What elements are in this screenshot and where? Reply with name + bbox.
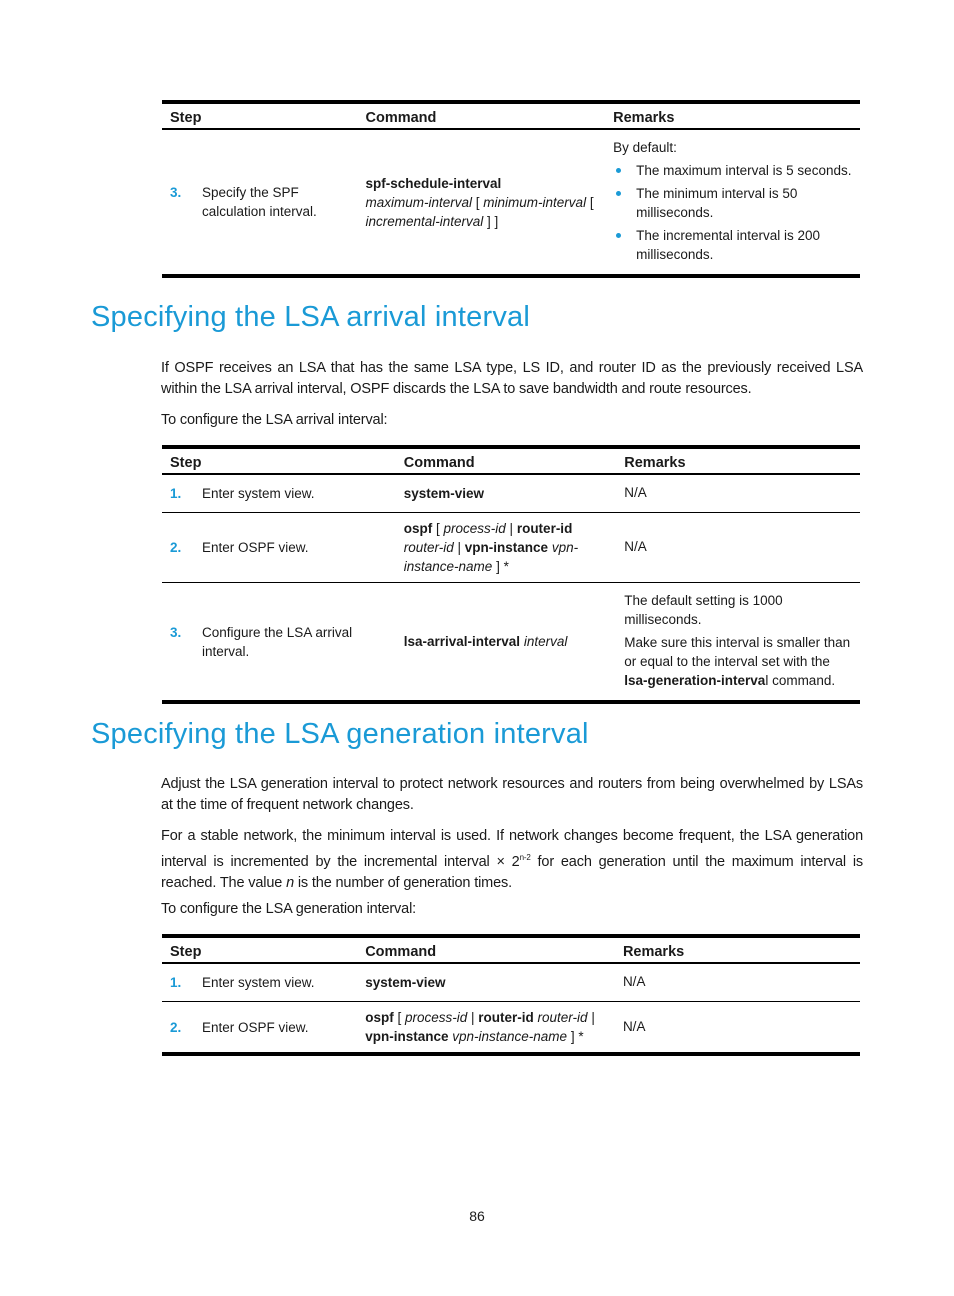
argument: vpn-instance-name xyxy=(403,540,579,574)
column-header: Command xyxy=(396,447,617,474)
step-number: 1. xyxy=(170,486,182,501)
text: N/A xyxy=(622,974,646,989)
column-header: Remarks xyxy=(605,102,860,129)
text: [ xyxy=(472,194,484,210)
remarks-cell xyxy=(615,1002,860,1055)
column-header: Remarks xyxy=(616,447,860,474)
command-cell xyxy=(396,474,617,513)
command-line xyxy=(404,484,609,503)
text: l command. xyxy=(765,673,836,688)
command-cell xyxy=(396,513,617,583)
text: For a stable network, the minimum interval is used. If network changes become frequent, the LSA generation interval is incremented by the incremental interval × 2 xyxy=(161,828,863,870)
argument: incremental-interval xyxy=(365,213,484,229)
text: [ xyxy=(432,521,444,536)
text: [ xyxy=(393,1010,405,1025)
argument: maximum-interval xyxy=(365,194,473,210)
step-number: 2. xyxy=(170,540,182,555)
lsa-generation-intro: To configure the LSA generation interval: xyxy=(161,901,417,917)
column-header: Remarks xyxy=(615,936,860,963)
table-header-row xyxy=(162,102,860,129)
table-header-row xyxy=(162,936,860,963)
remark-bullet xyxy=(613,184,852,222)
step-cell xyxy=(162,129,358,276)
remarks-cell xyxy=(615,963,860,1002)
text: The minimum interval is 50 milliseconds. xyxy=(636,186,798,220)
step-description: Enter system view. xyxy=(202,975,315,990)
step-description: Enter OSPF view. xyxy=(202,540,309,555)
table-row xyxy=(162,1002,860,1055)
command-cell xyxy=(396,583,617,703)
lsa-generation-details xyxy=(161,826,863,894)
section-heading-lsa-arrival: Specifying the LSA arrival interval xyxy=(91,301,530,333)
step-cell xyxy=(162,474,396,513)
keyword: spf-schedule-interval xyxy=(365,175,502,191)
lsa-arrival-description: If OSPF receives an LSA that has the same LSA type, LS ID, and router ID as the previously received LSA within the LSA arrival interval, OSPF discards the LSA to save bandwidth and route resources. xyxy=(161,360,863,397)
lsa-generation-description: Adjust the LSA generation interval to protect network resources and routers from being overwhelmed by LSAs at the time of frequent network changes. xyxy=(161,776,863,813)
keyword: lsa-arrival-interval xyxy=(403,634,521,649)
keyword: system-view xyxy=(365,975,446,990)
column-header: Step xyxy=(162,936,357,963)
text: The default setting is 1000 milliseconds. xyxy=(624,593,783,627)
command-line xyxy=(366,193,598,231)
step-cell xyxy=(162,583,396,703)
text: | xyxy=(587,1010,595,1025)
remark-text xyxy=(624,537,852,556)
text: | xyxy=(505,521,517,536)
page-number: 86 xyxy=(469,1208,485,1224)
step-number: 3. xyxy=(170,624,182,640)
step-description: Enter OSPF view. xyxy=(202,1019,309,1035)
command-line xyxy=(404,519,609,576)
keyword: ospf xyxy=(365,1010,394,1025)
column-header: Step xyxy=(162,447,396,474)
remark-text xyxy=(624,633,852,690)
keyword: ospf xyxy=(403,521,433,536)
remark-text xyxy=(623,1017,852,1036)
command-line xyxy=(365,1008,607,1046)
table-row xyxy=(162,583,860,703)
argument: interval xyxy=(523,634,568,649)
argument: process-id xyxy=(404,1010,468,1025)
remark-text xyxy=(613,138,852,157)
step-description: Specify the SPF calculation interval. xyxy=(202,185,317,219)
lsa-arrival-intro: To configure the LSA arrival interval: xyxy=(161,412,388,428)
text: | xyxy=(453,540,465,555)
text: ] * xyxy=(567,1029,584,1044)
keyword: lsa-generation-interva xyxy=(624,673,766,688)
step-cell xyxy=(162,513,396,583)
exponent: n-2 xyxy=(519,853,531,862)
variable-n: n xyxy=(286,874,294,891)
remark-bullet xyxy=(613,161,852,180)
step-number: 3. xyxy=(170,185,182,200)
command-cell xyxy=(357,1002,615,1055)
command-line xyxy=(365,973,607,992)
spf-interval-table xyxy=(162,100,860,278)
step-cell xyxy=(162,963,357,1002)
text: for each generation until the maximum interval is reached. The value xyxy=(161,853,863,891)
remark-text xyxy=(623,972,852,991)
text: N/A xyxy=(622,1018,646,1034)
table-row xyxy=(162,474,860,513)
remarks-cell xyxy=(616,513,860,583)
text: N/A xyxy=(624,485,647,500)
argument: process-id xyxy=(443,521,506,536)
column-header: Command xyxy=(358,102,606,129)
keyword: system-view xyxy=(403,486,485,501)
remark-text xyxy=(624,591,852,629)
text: ] * xyxy=(492,559,509,574)
argument: vpn-instance-name xyxy=(452,1029,568,1044)
command-cell xyxy=(358,129,606,276)
step-description: Configure the LSA arrival interval. xyxy=(202,624,353,659)
text: Make sure this interval is smaller than or equal to the interval set with the xyxy=(624,635,851,669)
remark-bullet xyxy=(613,226,852,264)
lsa-arrival-table xyxy=(162,445,860,704)
text: ] ] xyxy=(483,213,499,229)
text: | xyxy=(467,1010,479,1025)
command-cell xyxy=(357,963,615,1002)
table-header-row xyxy=(162,447,860,474)
table-row xyxy=(162,963,860,1002)
keyword: router-id xyxy=(478,1010,534,1025)
step-cell xyxy=(162,1002,357,1055)
text: N/A xyxy=(624,539,647,554)
step-number: 1. xyxy=(170,975,182,990)
argument: minimum-interval xyxy=(483,194,587,210)
section-heading-lsa-generation: Specifying the LSA generation interval xyxy=(91,718,589,750)
argument: router-id xyxy=(403,540,454,555)
keyword: vpn-instance xyxy=(464,540,549,555)
keyword: router-id xyxy=(516,521,573,536)
remarks-cell xyxy=(616,583,860,703)
text: is the number of generation times. xyxy=(293,874,512,891)
command-line xyxy=(404,632,609,651)
command-line xyxy=(366,174,598,193)
text: The maximum interval is 5 seconds. xyxy=(636,163,852,178)
remarks-cell xyxy=(605,129,860,276)
table-row xyxy=(162,513,860,583)
argument: router-id xyxy=(537,1010,588,1025)
remark-text xyxy=(624,483,852,502)
text: The incremental interval is 200 milliseconds. xyxy=(636,228,820,262)
keyword: vpn-instance xyxy=(365,1029,449,1044)
text: By default: xyxy=(613,140,677,155)
table-row xyxy=(162,129,860,276)
lsa-generation-table xyxy=(162,934,860,1056)
text: [ xyxy=(586,194,594,210)
remarks-cell xyxy=(616,474,860,513)
column-header: Step xyxy=(162,102,358,129)
column-header: Command xyxy=(357,936,615,963)
step-number: 2. xyxy=(170,1019,182,1035)
step-description: Enter system view. xyxy=(202,486,315,501)
